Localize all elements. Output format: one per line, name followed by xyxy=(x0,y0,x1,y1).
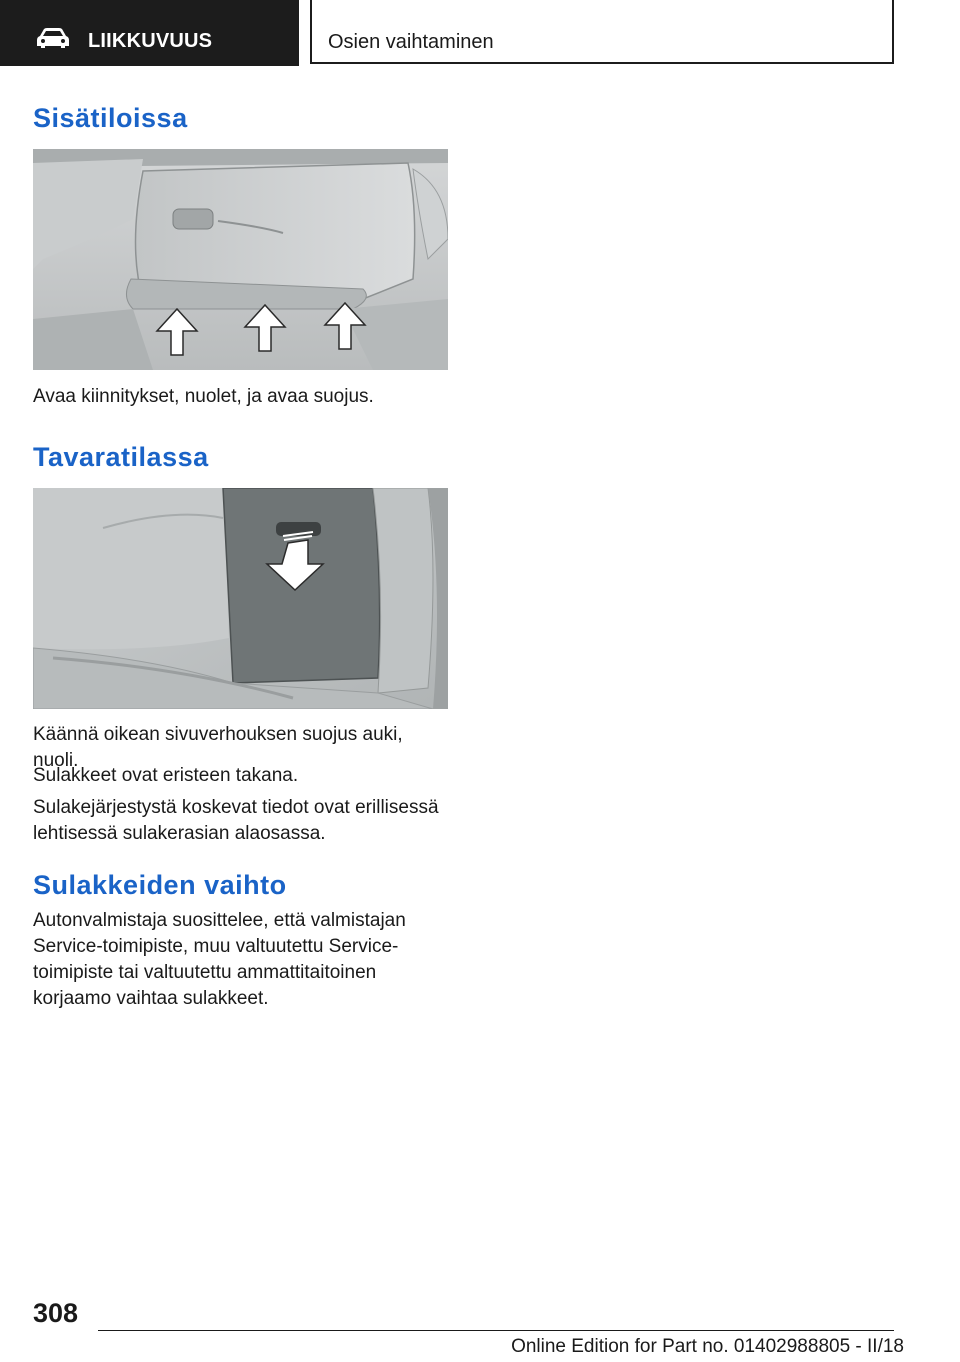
section-tab xyxy=(0,0,299,66)
footer-divider xyxy=(98,1330,894,1331)
caption-trunk: Käännä oikean sivuverhouksen suojus auki, nuoli. xyxy=(33,724,403,771)
glovebox-illustration xyxy=(33,149,448,370)
trunk-panel-photo xyxy=(33,488,448,709)
trunk-illustration xyxy=(33,488,448,709)
edition-note: Online Edition for Part no. 01402988805 - II/18 xyxy=(511,1336,904,1357)
paragraph-fuses-behind-insulation: Sulakkeet ovat eristeen takana. xyxy=(33,765,299,786)
paragraph-replacement-recommendation: Autonvalmistaja suosittelee, että valmistajan Service-toimipiste, muu valtuutettu Service-toimipiste tai valtuutettu ammattitaitoinen korjaamo vaihtaa sulakkeet. xyxy=(33,910,406,1009)
chapter-header xyxy=(310,0,894,64)
section-heading-trunk: Tavaratilassa xyxy=(33,442,209,472)
page-number: 308 xyxy=(33,1298,79,1328)
caption-interior: Avaa kiinnitykset, nuolet, ja avaa suojus. xyxy=(33,386,374,407)
section-heading-interior: Sisätiloissa xyxy=(33,103,188,133)
section-heading-fuse-replacement: Sulakkeiden vaihto xyxy=(33,870,287,900)
glovebox-photo xyxy=(33,149,448,370)
chapter-title: Osien vaihtaminen xyxy=(328,31,494,53)
section-label: LIIKKUVUUS xyxy=(88,30,213,52)
paragraph-fuse-layout-info: Sulakejärjestystä koskevat tiedot ovat erillisessä lehtisessä sulakerasian alaosassa. xyxy=(33,797,439,844)
car-icon xyxy=(36,27,70,49)
